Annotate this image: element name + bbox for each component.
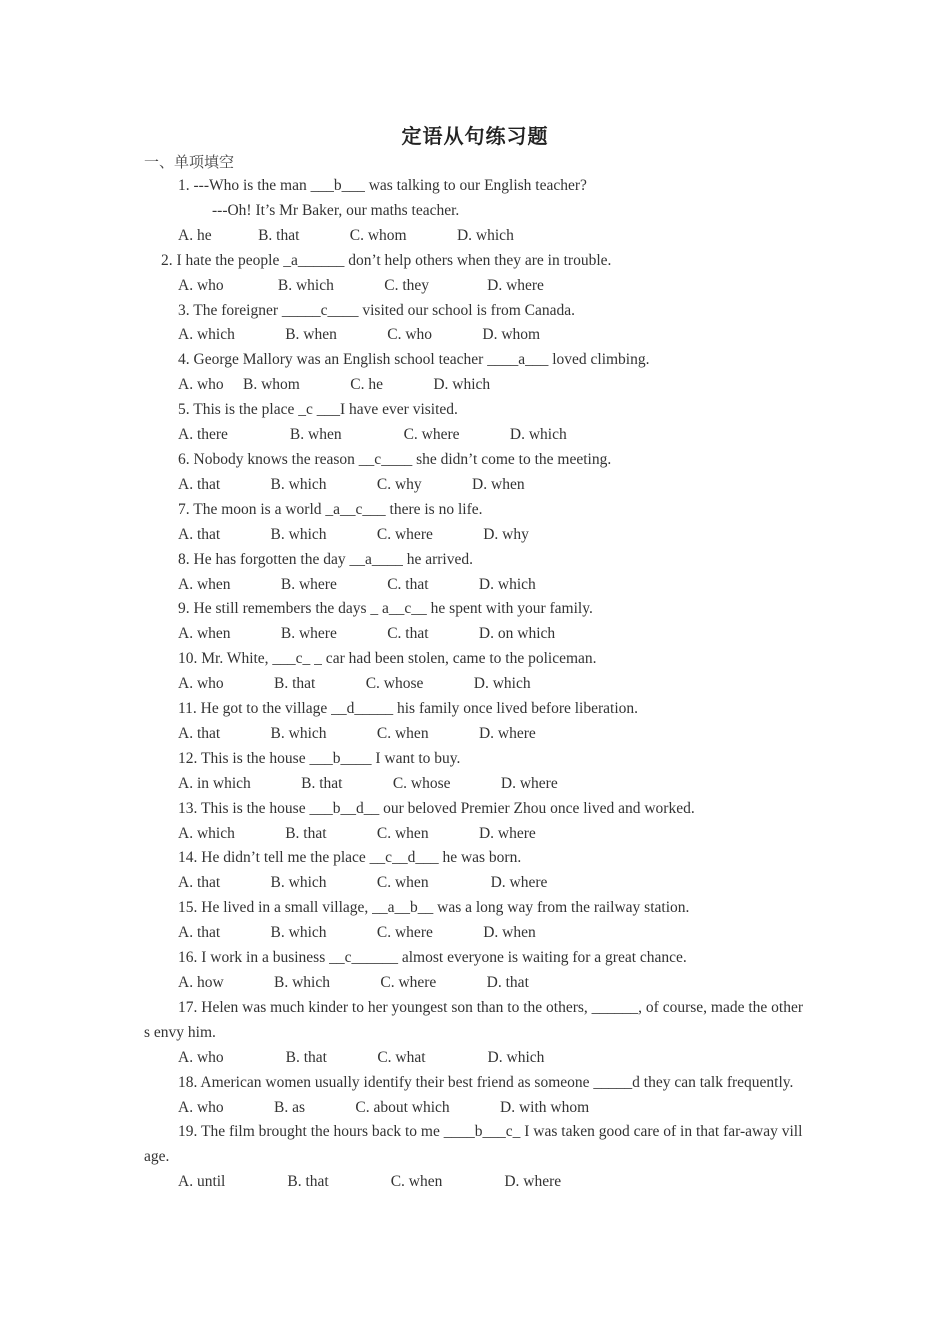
answer-options: A. when B. where C. that D. on which bbox=[178, 625, 556, 643]
question-text: 7. The moon is a world _a__c___ there is no life. bbox=[178, 500, 483, 518]
answer-options: A. that B. which C. where D. when bbox=[178, 924, 536, 942]
answer-options: A. he B. that C. whom D. which bbox=[178, 226, 514, 244]
answer-options: A. how B. which C. where D. that bbox=[178, 974, 529, 991]
answer-options: A. that B. which C. why D. when bbox=[178, 475, 525, 493]
question-item bbox=[144, 498, 804, 548]
question-item bbox=[144, 597, 804, 647]
question-item bbox=[144, 896, 804, 946]
answer-options: A. who B. that C. what D. which bbox=[178, 1048, 545, 1066]
question-text: 11. He got to the village __d_____ his family once lived before liberation. bbox=[178, 700, 639, 718]
question-item bbox=[144, 348, 804, 398]
question-text: 14. He didn’t tell me the place __c__d___ he was born. bbox=[178, 849, 522, 867]
question-item bbox=[144, 1120, 804, 1195]
question-item bbox=[144, 448, 804, 498]
question-item bbox=[144, 846, 804, 896]
question-item bbox=[144, 697, 804, 747]
question-item bbox=[144, 797, 804, 847]
answer-options: A. that B. which C. where D. why bbox=[178, 525, 529, 543]
question-text: 9. He still remembers the days _ a__c__ he spent with your family. bbox=[178, 600, 593, 618]
question-text: 2. I hate the people _a______ don’t help others when they are in trouble. bbox=[161, 251, 612, 269]
question-response: ---Oh! It’s Mr Baker, our maths teacher. bbox=[212, 201, 460, 219]
answer-options: A. when B. where C. that D. which bbox=[178, 575, 536, 593]
question-item bbox=[144, 996, 804, 1071]
question-text: 16. I work in a business __c______ almost everyone is waiting for a great chance. bbox=[178, 949, 687, 967]
answer-options: A. who B. whom C. he D. which bbox=[178, 376, 491, 394]
question-text: 6. Nobody knows the reason __c____ she didn’t come to the meeting. bbox=[178, 450, 612, 468]
question-item bbox=[144, 1071, 804, 1121]
answer-options: A. until B. that C. when D. where bbox=[178, 1173, 562, 1191]
question-item bbox=[144, 647, 804, 697]
answer-options: A. who B. as C. about which D. with whom bbox=[178, 1098, 590, 1116]
question-item bbox=[144, 299, 804, 349]
question-text: 13. This is the house ___b__d__ our beloved Premier Zhou once lived and worked. bbox=[178, 799, 695, 817]
question-text: 15. He lived in a small village, __a__b__ was a long way from the railway station. bbox=[178, 899, 690, 917]
answer-options: A. which B. that C. when D. where bbox=[178, 824, 536, 842]
answer-options: A. there B. when C. where D. which bbox=[178, 426, 567, 444]
question-text: 12. This is the house ___b____ I want to buy. bbox=[178, 749, 461, 767]
answer-options: A. in which B. that C. whose D. where bbox=[178, 774, 558, 792]
question-text: 3. The foreigner _____c____ visited our school is from Canada. bbox=[178, 301, 576, 319]
question-item bbox=[144, 747, 804, 797]
question-text: 1. ---Who is the man ___b___ was talking to our English teacher? bbox=[178, 177, 587, 194]
section-heading: 一、单项填空 bbox=[144, 153, 235, 171]
question-item bbox=[144, 398, 804, 448]
question-item bbox=[144, 548, 804, 598]
question-text: 10. Mr. White, ___c_ _ car had been stolen, came to the policeman. bbox=[178, 650, 597, 668]
question-item bbox=[144, 174, 804, 249]
question-list bbox=[144, 174, 804, 1195]
question-text: 19. The film brought the hours back to me ____b___c_ I was taken good care of in that far-away village. bbox=[144, 1123, 803, 1166]
question-item bbox=[144, 249, 804, 299]
answer-options: A. that B. which C. when D. where bbox=[178, 874, 548, 892]
answer-options: A. who B. that C. whose D. which bbox=[178, 675, 531, 693]
question-item bbox=[144, 946, 804, 996]
answer-options: A. which B. when C. who D. whom bbox=[178, 326, 541, 344]
question-text: 4. George Mallory was an English school teacher ____a___ loved climbing. bbox=[178, 351, 650, 369]
answer-options: A. who B. which C. they D. where bbox=[178, 276, 544, 294]
question-text: 17. Helen was much kinder to her youngest son than to the others, ______, of course, made the others envy him. bbox=[144, 998, 804, 1041]
question-text: 18. American women usually identify their best friend as someone _____d they can talk frequently. bbox=[178, 1073, 794, 1091]
page-title: 定语从句练习题 bbox=[401, 124, 549, 148]
question-text: 5. This is the place _c ___I have ever visited. bbox=[178, 401, 458, 419]
answer-options: A. that B. which C. when D. where bbox=[178, 724, 536, 742]
question-text: 8. He has forgotten the day __a____ he arrived. bbox=[178, 550, 473, 568]
